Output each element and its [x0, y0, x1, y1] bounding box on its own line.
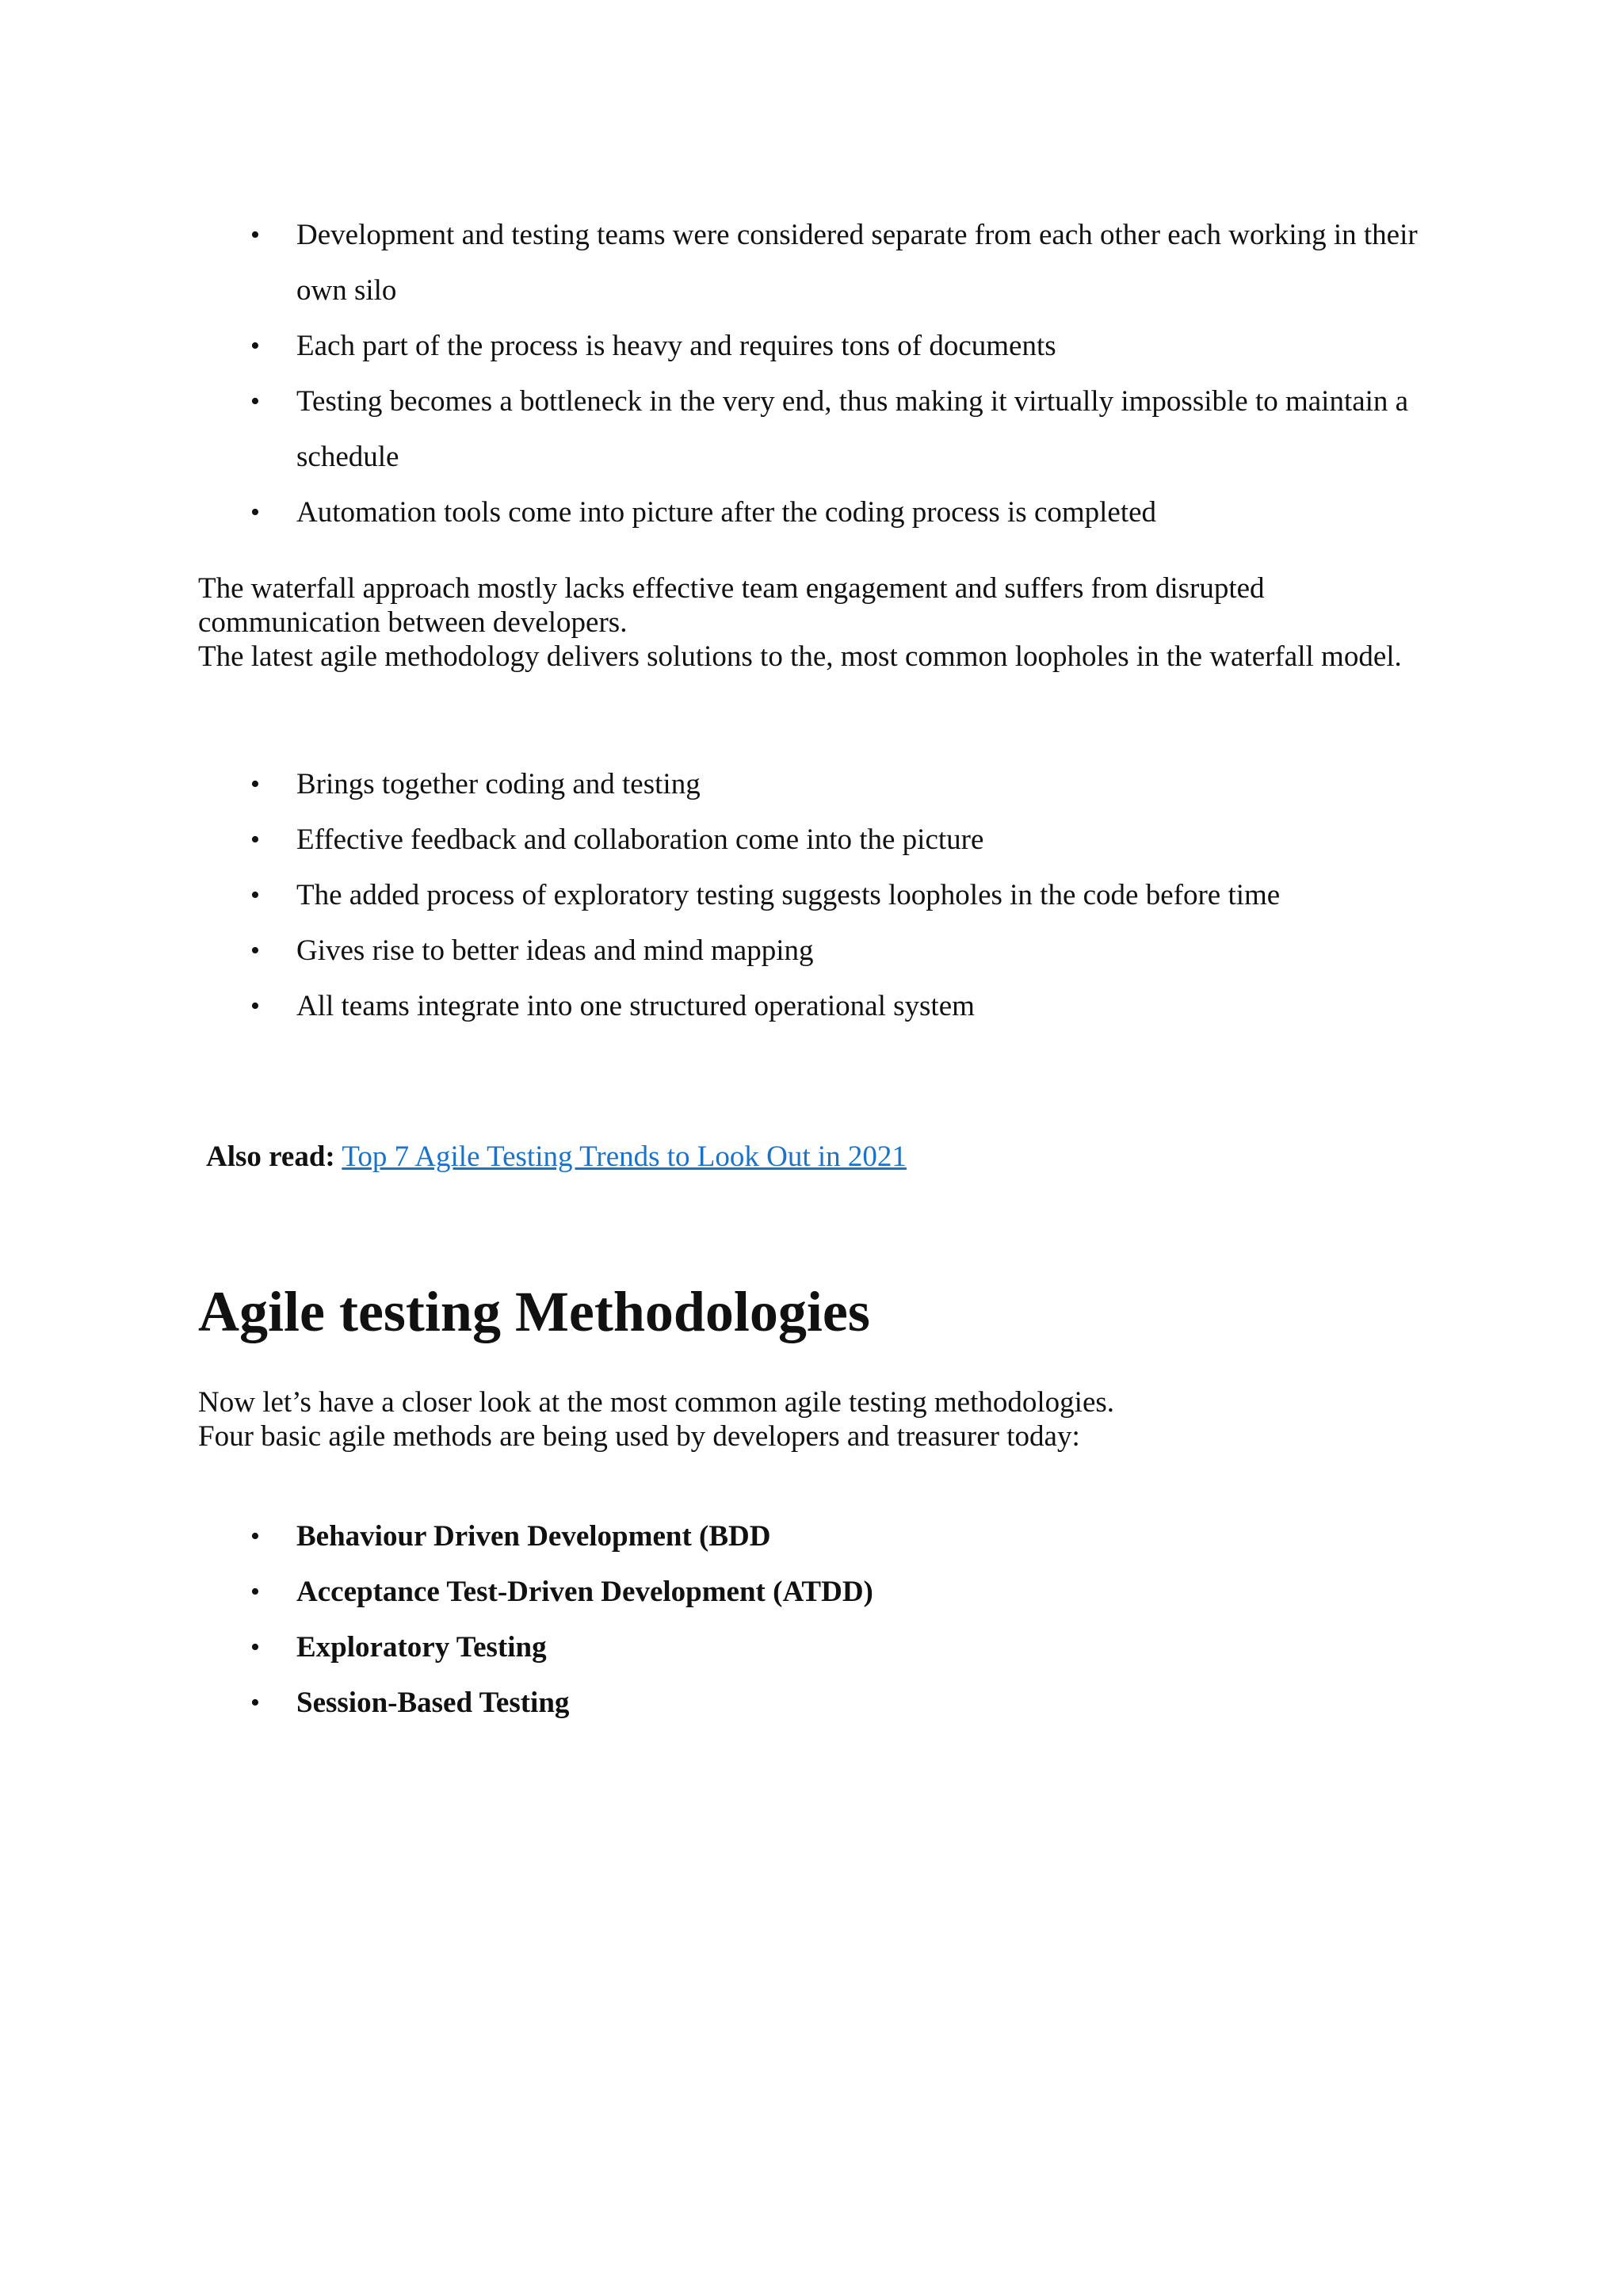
- paragraph-line: The latest agile methodology delivers solutions to the, most common loopholes in the waterfall model.: [198, 640, 1402, 673]
- list-item-text: Effective feedback and collaboration come into the picture: [296, 823, 984, 856]
- agile-methods-list: [198, 1509, 1434, 1731]
- bullet-icon: •: [250, 1633, 260, 1662]
- bullet-icon: •: [250, 881, 260, 910]
- waterfall-paragraph: [198, 571, 1434, 674]
- list-item-text: The added process of exploratory testing suggests loopholes in the code before time: [296, 879, 1281, 911]
- waterfall-drawbacks-list: [198, 208, 1434, 541]
- also-read-label: Also read:: [206, 1140, 335, 1173]
- bullet-icon: •: [250, 770, 260, 799]
- list-item: [198, 485, 1434, 541]
- bullet-icon: •: [250, 331, 260, 361]
- list-item: [198, 812, 1434, 868]
- list-item-text: Behaviour Driven Development (BDD: [296, 1520, 771, 1553]
- list-item-text: Testing becomes a bottleneck in the very end, thus making it virtually impossible to maintain a schedule: [296, 385, 1409, 473]
- bullet-icon: •: [250, 498, 260, 527]
- list-item-text: Each part of the process is heavy and requires tons of documents: [296, 330, 1056, 362]
- list-item: [198, 757, 1434, 812]
- list-item: [198, 319, 1434, 374]
- list-item-text: All teams integrate into one structured operational system: [296, 990, 975, 1022]
- bullet-icon: •: [250, 1522, 260, 1551]
- list-item: [198, 208, 1434, 319]
- list-item: [198, 923, 1434, 979]
- list-item-text: Brings together coding and testing: [296, 768, 701, 800]
- list-item-text: Exploratory Testing: [296, 1631, 547, 1664]
- also-read-link[interactable]: Top 7 Agile Testing Trends to Look Out in 2021: [342, 1140, 907, 1173]
- list-item: [198, 1675, 1434, 1731]
- list-item-text: Acceptance Test-Driven Development (ATDD): [296, 1576, 873, 1608]
- agile-benefits-list: [198, 757, 1434, 1034]
- also-read-line: [206, 1137, 907, 1177]
- paragraph-line: The waterfall approach mostly lacks effective team engagement and suffers from disrupted communication between developers.: [198, 572, 1265, 639]
- list-item: [198, 1564, 1434, 1620]
- list-item-text: Session-Based Testing: [296, 1687, 570, 1719]
- list-item-text: Development and testing teams were considered separate from each other each working in their own silo: [296, 219, 1418, 307]
- bullet-icon: •: [250, 1688, 260, 1717]
- list-item: [198, 1620, 1434, 1675]
- methods-intro-paragraph: [198, 1385, 1434, 1454]
- bullet-icon: •: [250, 387, 260, 416]
- paragraph-line: Four basic agile methods are being used by developers and treasurer today:: [198, 1420, 1080, 1453]
- list-item: [198, 979, 1434, 1034]
- list-item-text: Automation tools come into picture after the coding process is completed: [296, 496, 1157, 529]
- bullet-icon: •: [250, 936, 260, 965]
- section-heading: Agile testing Methodologies: [198, 1280, 870, 1343]
- list-item-text: Gives rise to better ideas and mind mapping: [296, 934, 814, 967]
- list-item: [198, 1509, 1434, 1564]
- bullet-icon: •: [250, 1577, 260, 1606]
- bullet-icon: •: [250, 220, 260, 250]
- bullet-icon: •: [250, 991, 260, 1021]
- bullet-icon: •: [250, 825, 260, 854]
- list-item: [198, 868, 1434, 923]
- list-item: [198, 374, 1434, 485]
- paragraph-line: Now let’s have a closer look at the most common agile testing methodologies.: [198, 1386, 1115, 1419]
